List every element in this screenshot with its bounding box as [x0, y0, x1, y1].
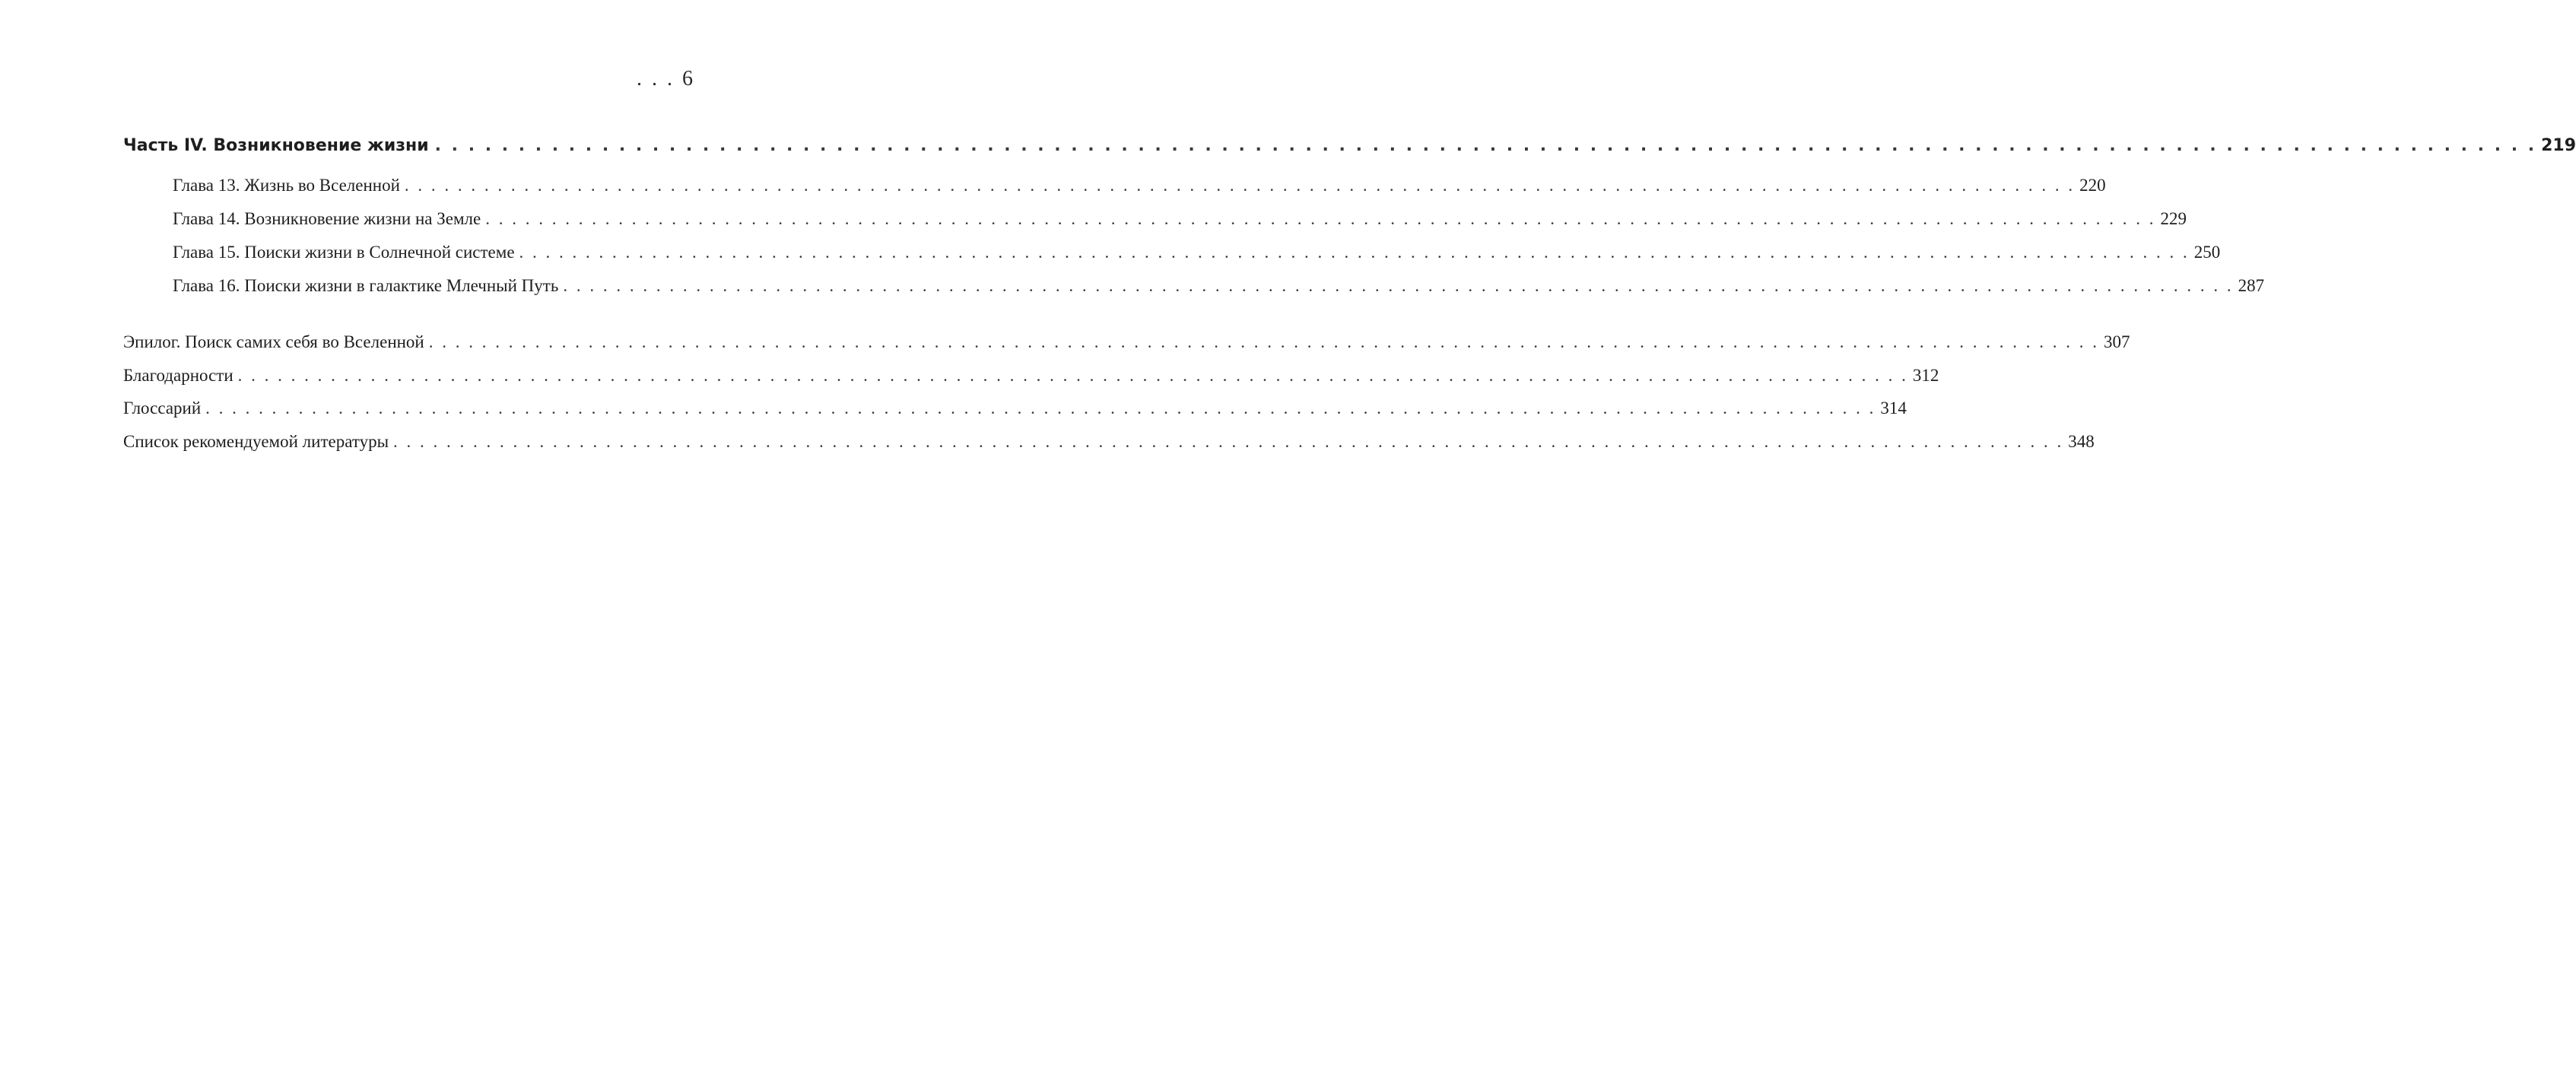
toc-back-matter-entry	[123, 326, 2130, 359]
dot-leader	[393, 425, 2063, 459]
dot-leader	[429, 326, 2099, 359]
toc-part-page: 219	[2541, 136, 2576, 155]
dot-leader	[405, 169, 2075, 202]
dot-leader	[485, 202, 2155, 236]
toc-chapter-title: Глава 13. Жизнь во Вселенной	[173, 176, 400, 195]
toc-back-matter-title: Глоссарий	[123, 399, 202, 418]
toc-back-matter-entry	[123, 425, 2095, 459]
toc-back-matter-entry	[123, 359, 1939, 392]
toc-part-title: Часть IV. Возникновение жизни	[123, 136, 429, 155]
toc-back-matter-list	[123, 326, 2130, 458]
dot-leader	[238, 359, 1908, 392]
toc-back-matter-title: Эпилог. Поиск самих себя во Вселенной	[123, 332, 424, 351]
toc-back-matter-title: Список рекомендуемой литературы	[123, 431, 389, 451]
toc-chapter-entry	[173, 202, 2187, 236]
dot-leader	[519, 236, 2190, 269]
toc-chapter-entry	[173, 269, 2265, 303]
toc-chapter-list	[173, 169, 2265, 303]
toc-chapter-page: 250	[2193, 243, 2221, 262]
table-of-contents	[123, 131, 2576, 458]
page-number: . . . 6	[637, 67, 695, 91]
toc-back-matter-entry	[123, 392, 1907, 425]
toc-chapter-entry	[173, 169, 2106, 202]
toc-part-entry	[123, 131, 2576, 161]
toc-chapter-title: Глава 15. Поиски жизни в Солнечной системе	[173, 243, 515, 262]
toc-back-matter-page: 348	[2068, 431, 2095, 451]
toc-back-matter-title: Благодарности	[123, 365, 233, 385]
toc-back-matter-page: 307	[2104, 332, 2130, 351]
toc-back-matter-page: 312	[1912, 365, 1939, 385]
toc-chapter-title: Глава 16. Поиски жизни в галактике Млечный Путь	[173, 276, 559, 295]
dot-leader	[205, 392, 1876, 425]
toc-chapter-entry	[173, 236, 2221, 269]
dot-leader	[563, 269, 2233, 303]
dot-leader	[435, 131, 2536, 161]
toc-chapter-page: 220	[2079, 176, 2106, 195]
toc-chapter-page: 287	[2238, 276, 2265, 295]
toc-chapter-title: Глава 14. Возникновение жизни на Земле	[173, 209, 481, 228]
toc-chapter-page: 229	[2160, 209, 2187, 228]
toc-back-matter-page: 314	[1880, 399, 1907, 418]
